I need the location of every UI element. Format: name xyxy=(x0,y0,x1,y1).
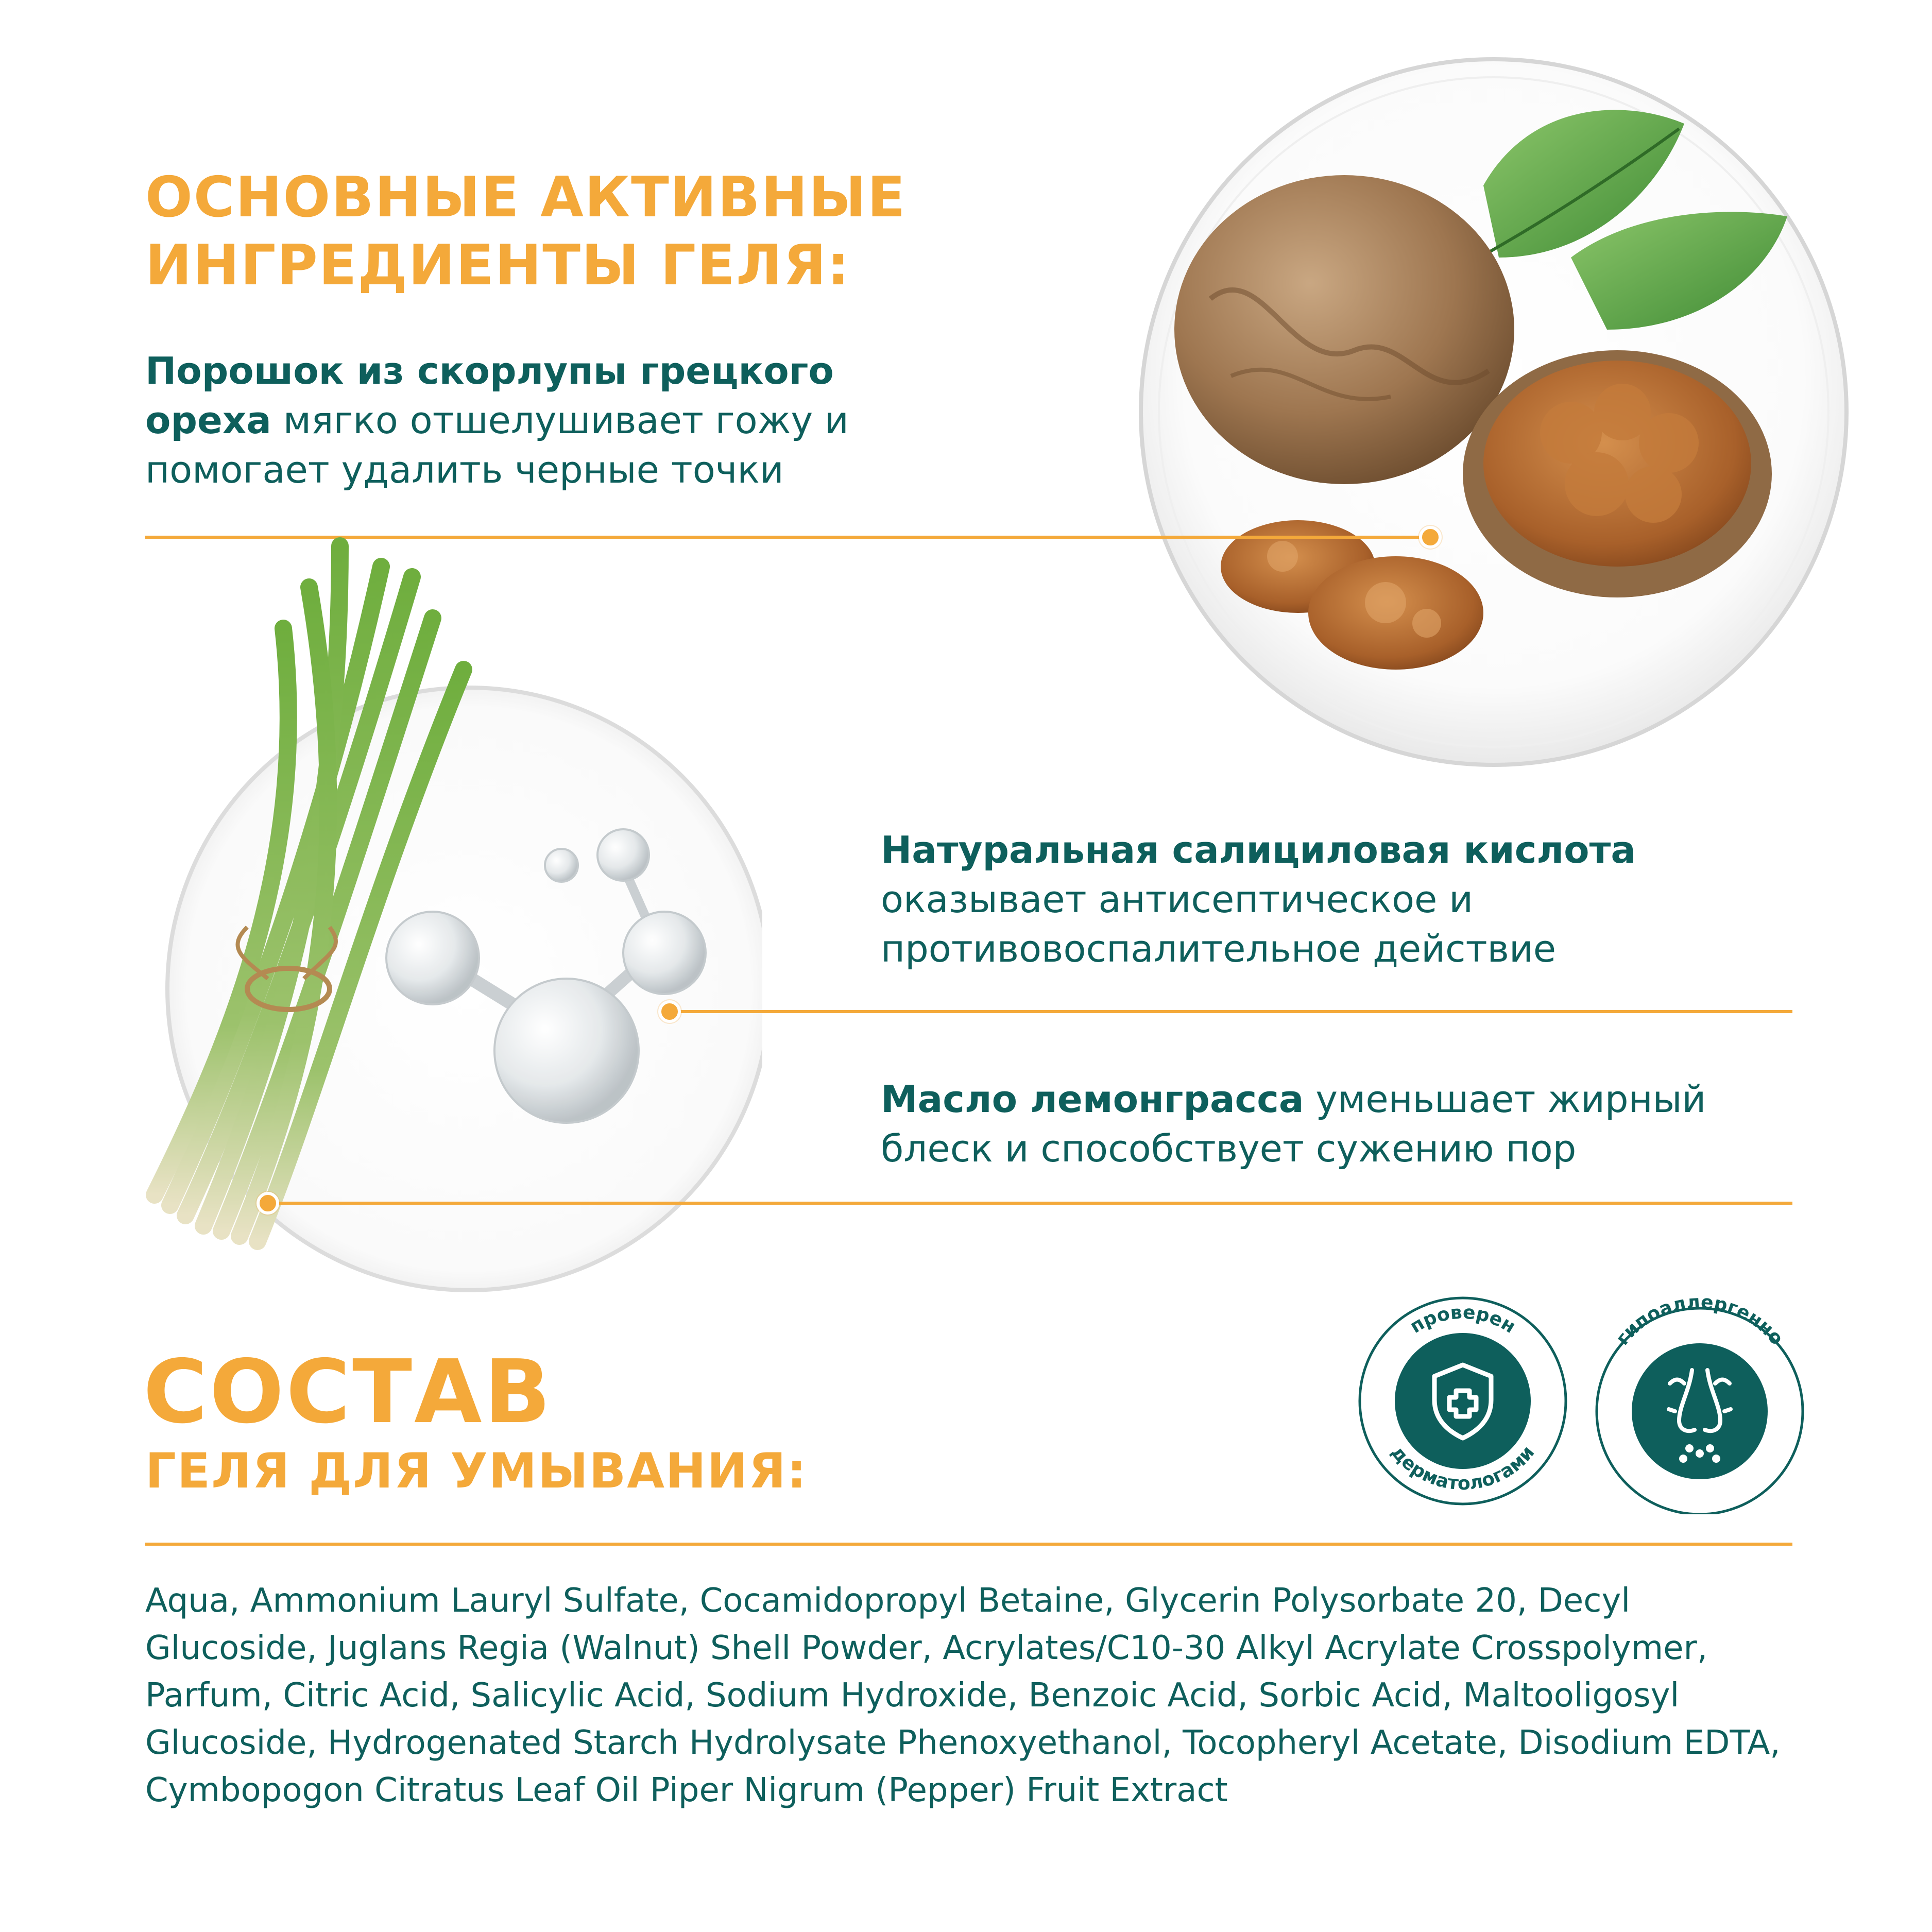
lemongrass-image xyxy=(113,536,762,1319)
main-heading-line1: ОСНОВНЫЕ АКТИВНЫЕ xyxy=(145,165,907,230)
main-heading xyxy=(145,164,907,300)
badge-dermatologist-bottom-text: дерматологами xyxy=(1387,1442,1539,1495)
ingredient-salicylic-desc: оказывает антисептическое и противовоспалительное действие xyxy=(881,878,1557,970)
ingredient-walnut-desc: мягко отшелушивает гожу и помогает удалить черные точки xyxy=(145,399,849,491)
ingredient-salicylic-name: Натуральная салициловая кислота xyxy=(881,828,1636,871)
ingredient-salicylic xyxy=(881,825,1756,973)
ingredient-walnut-name: Порошок из скорлупы грецкого ореха xyxy=(145,349,834,442)
badge-dermatologist-top-text: проверен xyxy=(1406,1302,1519,1338)
walnut-image xyxy=(1076,41,1921,814)
composition-subtitle: ГЕЛЯ ДЛЯ УМЫВАНИЯ: xyxy=(145,1443,808,1499)
ingredient-walnut xyxy=(145,346,938,494)
pointer-dot-salicylic xyxy=(658,1000,681,1023)
badge-hypoallergenic-top-text: гипоаллергенно xyxy=(1612,1291,1788,1349)
ingredient-lemongrass xyxy=(881,1074,1808,1173)
composition-text: Aqua, Ammonium Lauryl Sulfate, Cocamidopropyl Betaine, Glycerin Polysorbate 20, Decyl Glucoside, Juglans Regia (Walnut) Shell Powder, Acrylates/C10-30 Alkyl Acrylate Crosspolymer, Parfum, Citric Acid, Salicylic Acid, Sodium Hydroxide, Benzoic Acid, Sorbic Acid, Maltooligosyl Glucoside, Hydrogenated Starch Hydrolysate Phenoxyethanol, Tocopheryl Acetate, Disodium EDTA, Cymbopogon Citratus Leaf Oil Piper Nigrum (Pepper) Fruit Extract xyxy=(145,1582,1781,1809)
main-heading-line2: ИНГРЕДИЕНТЫ ГЕЛЯ: xyxy=(145,233,851,298)
ingredient-lemongrass-desc: уменьшает жирный блеск и способствует сужению пор xyxy=(881,1078,1706,1170)
divider-salicylic xyxy=(670,1010,1792,1013)
badge-dermatologist-tested xyxy=(1349,1288,1576,1514)
composition-title: СОСТАВ xyxy=(143,1341,553,1443)
pointer-dot-lemongrass xyxy=(257,1192,279,1215)
divider-composition xyxy=(145,1543,1792,1546)
badge-hypoallergenic xyxy=(1586,1288,1813,1514)
ingredient-lemongrass-name: Масло лемонграсса xyxy=(881,1078,1304,1121)
pointer-dot-walnut xyxy=(1419,526,1442,549)
divider-lemongrass xyxy=(268,1202,1792,1205)
